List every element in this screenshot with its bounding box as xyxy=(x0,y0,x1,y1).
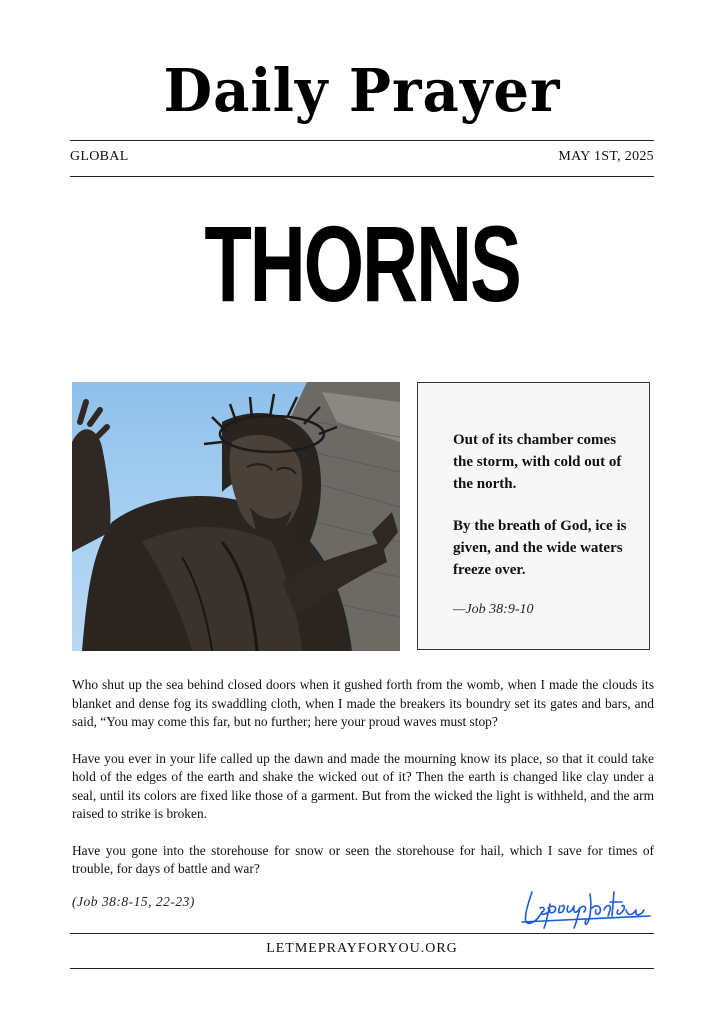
body-paragraph-2: Have you ever in your life called up the dawn and made the mourning know its place, so that it could take hold of the edges of the earth and shake the wicked out of it? Then the earth is changed like clay under a seal, until its colors are fixed like those of a garment. But from the wicked the light is withheld, and the arm raised to strike is broken. xyxy=(72,750,654,821)
body-paragraph-1: Who shut up the sea behind closed doors when it gushed forth from the womb, when I made the clouds its blanket and dense fog its swaddling cloth, when I made the breakers its boundry set its gates and bars, and said, “You may come this far, but no further; here your proud waves must stop? xyxy=(72,677,654,729)
date-label: MAY 1ST, 2025 xyxy=(558,149,654,164)
statue-photo xyxy=(72,382,400,651)
location-label: GLOBAL xyxy=(70,149,129,164)
meta-divider xyxy=(70,176,654,177)
body-paragraph-3: Have you gone into the storehouse for snow or seen the storehouse for hail, which I save for times of trouble, for days of battle and war? xyxy=(72,842,654,876)
headline: THORNS xyxy=(204,203,520,324)
top-divider xyxy=(70,140,654,141)
handwritten-signature xyxy=(518,882,654,930)
quote-citation: —Job 38:9-10 xyxy=(453,602,534,617)
scripture-reference: (Job 38:8-15, 22-23) xyxy=(72,894,195,909)
statue-illustration xyxy=(72,382,400,651)
masthead-title: Daily Prayer xyxy=(163,56,561,126)
footer-bottom-divider xyxy=(70,968,654,969)
body-text xyxy=(72,676,654,897)
footer-website: LETMEPRAYFORYOU.ORG xyxy=(266,941,458,956)
quote-stanza-1: Out of its chamber comes the storm, with cold out of the north. xyxy=(453,432,622,492)
quote-stanza-2: By the breath of God, ice is given, and the wide waters freeze over. xyxy=(453,518,627,578)
footer-top-divider xyxy=(70,933,654,934)
scripture-quote-box xyxy=(417,382,650,650)
quote-text xyxy=(453,429,638,601)
